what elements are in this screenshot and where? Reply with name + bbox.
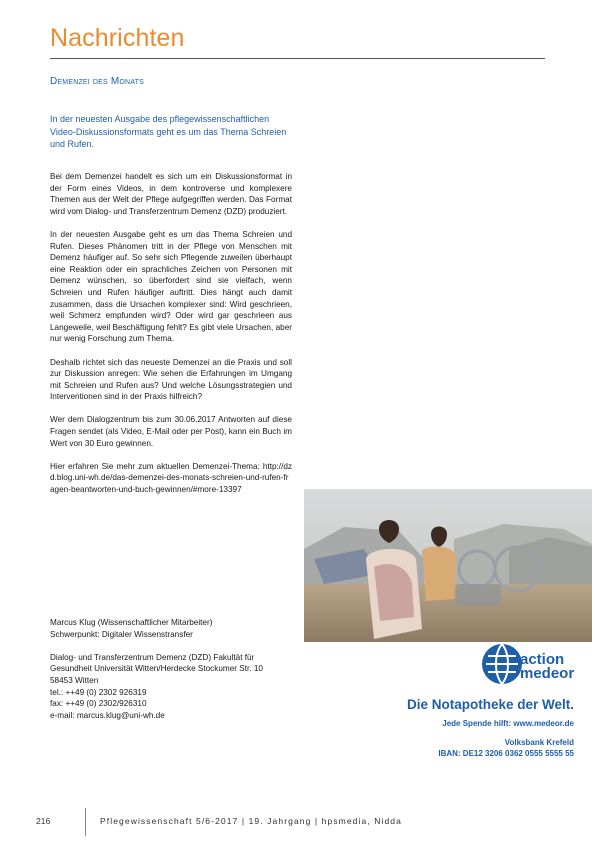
ad-donate-line[interactable]: Jede Spende hilft: www.medeor.de: [442, 719, 574, 728]
more-info-text: Hier erfahren Sie mehr zum aktuellen Demenzei-Thema:: [50, 461, 263, 471]
ad-photo-illustration: [304, 489, 592, 642]
body-paragraph-2: In der neuesten Ausgabe geht es um das Thema Schreien und Rufen. Dieses Phänomen tritt in der Pflege von Menschen mit Demenz häufiger auf. So sehr sich Pflegende zuweilen überhaupt eine Reaktion oder ein sprachliches Zeichen von Personen mit Demenz wünschen, so überfordert sind sie vielfach, wenn Schreien und Rufen häufiger auftritt. Dies hängt auch damit zusammen, dass die Ursachen komplexer sind: Wird geschrieen, weil Schmerz empfunden wird? Oder wird gar geschrieen aus Langeweile, weil Beschäftigung fehlt? Es gibt viele Ursachen, aber nur wenig Forschung zum Thema.: [50, 229, 292, 344]
contact-person: [50, 617, 292, 640]
contact-focus: Schwerpunkt: Digitaler Wissenstransfer: [50, 629, 193, 639]
page-title: Nachrichten: [50, 24, 185, 52]
body-paragraph-5: [50, 461, 292, 496]
contact-email[interactable]: e-mail: marcus.klug@uni-wh.de: [50, 710, 165, 720]
action-medeor-logo: [480, 642, 576, 690]
contact-tel: tel.: ++49 (0) 2302 926319: [50, 687, 147, 697]
article-body: [50, 171, 292, 507]
ad-details: [368, 718, 574, 759]
body-paragraph-4: Wer dem Dialogzentrum bis zum 30.06.2017 Antworten auf diese Fragen sendet (als Video, E-Mail oder per Post), kann ein Buch im Wert von 30 Euro gewinnen.: [50, 415, 292, 448]
body-paragraph-1: Bei dem Demenzei handelt es sich um ein Diskussionsformat in der Form eines Videos, in dem kontroverse und komplexere Themen aus der Welt der Pflege aufgegriffen werden. Das Format wird vom Dialog- und Transferzentrum Demenz (DZD) produziert.: [50, 172, 292, 216]
section-heading: Demenzei des Monats: [50, 76, 145, 87]
page-number: 216: [36, 816, 51, 826]
contact-block: [50, 617, 292, 733]
ad-iban: IBAN: DE12 3206 0362 0555 5555 55: [438, 749, 574, 758]
ad-headline: Die Notapotheke der Welt.: [406, 697, 574, 712]
ad-photo: [304, 489, 592, 642]
contact-name: Marcus Klug (Wissenschaftlicher Mitarbeiter): [50, 618, 213, 627]
footer-text: Pflegewissenschaft 5/6-2017 | 19. Jahrgang | hpsmedia, Nidda: [100, 816, 402, 826]
footer-divider: [85, 808, 86, 836]
contact-city: 58453 Witten: [50, 675, 99, 685]
logo-graphic: [480, 642, 576, 690]
lead-paragraph: In der neuesten Ausgabe des pflegewissenschaftlichen Video-Diskussionsformats geht es um das Thema Schreien und Rufen.: [50, 114, 287, 149]
body-paragraph-3: Deshalb richtet sich das neueste Demenzei an die Praxis und soll zur Diskussion anregen: Wie sehen die Erfahrungen im Umgang mit Schreien und Rufen aus? Und welche Lösungsstrategien und Interventionen sind in der Praxis hilfreich?: [50, 357, 292, 402]
contact-address: [50, 652, 292, 722]
title-divider: [50, 58, 545, 59]
ad-bank: Volksbank Krefeld: [504, 738, 574, 747]
more-info-link[interactable]: http://dzd.blog.uni-wh.de/das-demenzei-des-monats-schreien-und-rufen-fragen-beantworten-und-buch-gewinnen/#more-13397: [50, 461, 292, 495]
logo-text-action: action: [520, 651, 565, 668]
contact-fax: fax: ++49 (0) 2302/926310: [50, 699, 147, 709]
logo-text-medeor: medeor: [520, 665, 575, 682]
contact-org: Dialog- und Transferzentrum Demenz (DZD) Fakultät für Gesundheit Universität Witten/Herdecke Stockumer Str. 10: [50, 652, 263, 674]
